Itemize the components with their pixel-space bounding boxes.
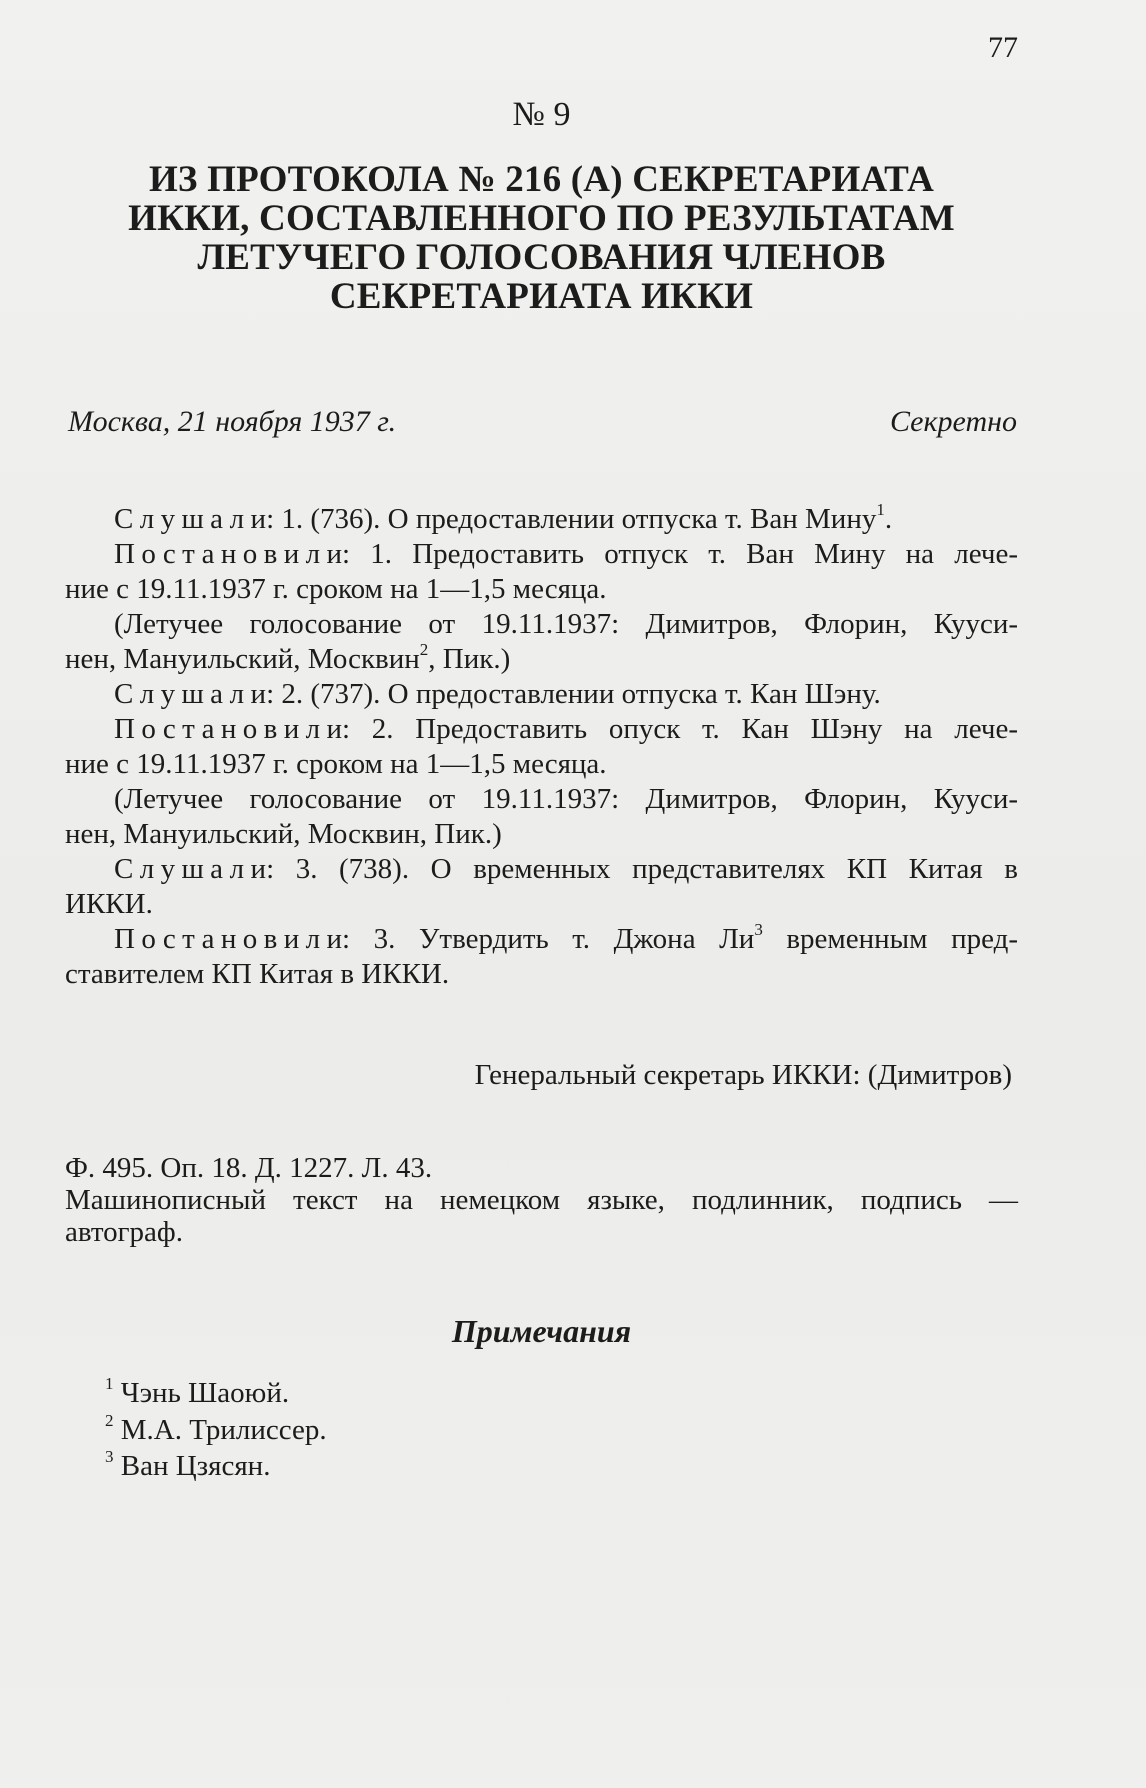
classification-mark: Секретно — [889, 405, 1017, 438]
line-text: : 1. Предоставить отпуск т. Ван Мину на лече- — [341, 538, 1018, 570]
text-line: ИККИ. — [65, 888, 153, 920]
footnote-ref: 2 — [419, 640, 429, 660]
note-number: 1 — [105, 1374, 114, 1394]
note-item — [105, 1375, 327, 1412]
note-text: М.А. Трилиссер. — [113, 1413, 327, 1446]
line-text: нен, Мануильский, Москвин — [65, 643, 420, 675]
note-text: Ван Цзясян. — [113, 1450, 271, 1482]
text-line: нен, Мануильский, Москвин, Пик.) — [65, 818, 502, 850]
page-number: 77 — [988, 31, 1018, 64]
title-line: СЕКРЕТАРИАТА ИККИ — [329, 276, 754, 317]
text-line — [65, 537, 1018, 572]
line-text: : 2. (737). О предоставлении отпуска т. Кан Шэну. — [266, 678, 881, 710]
archive-description-line: Машинописный текст на немецком языке, подлинник, подпись — — [65, 1184, 1018, 1216]
signature-line: Генеральный секретарь ИККИ: (Димитров) — [474, 1059, 1012, 1091]
text-line: (Летучее голосование от 19.11.1937: Димитров, Флорин, Кууси- — [114, 608, 1018, 640]
line-text: : 1. (736). О предоставлении отпуска т. Ван Мину — [266, 503, 877, 535]
text-line: ние с 19.11.1937 г. сроком на 1—1,5 месяца. — [65, 748, 607, 780]
archive-description-line: автограф. — [65, 1216, 183, 1248]
footnote-ref: 1 — [876, 500, 885, 520]
place-date: Москва, 21 ноября 1937 г. — [68, 405, 397, 438]
text-line: ние с 19.11.1937 г. сроком на 1—1,5 месяца. — [65, 573, 607, 605]
text-line: ставителем КП Китая в ИККИ. — [65, 958, 450, 990]
notes-list — [105, 1375, 327, 1485]
document-number: № 9 — [512, 96, 571, 133]
line-text: : 3. Утвердить т. Джона Ли — [341, 923, 755, 955]
title-line: ИККИ, СОСТАВЛЕННОГО ПО РЕЗУЛЬТАТАМ — [128, 198, 955, 239]
label-heard: Слушали — [114, 503, 273, 535]
note-item — [105, 1412, 327, 1449]
text-line — [65, 712, 1018, 747]
protocol-body — [65, 502, 1018, 992]
note-text: Чэнь Шаоюй. — [113, 1377, 290, 1409]
line-text: временным пред- — [762, 923, 1018, 955]
title-line: ИЗ ПРОТОКОЛА № 216 (А) СЕКРЕТАРИАТА — [148, 159, 935, 200]
label-heard: Слушали — [114, 678, 273, 710]
footnote-ref: 3 — [754, 920, 763, 940]
note-number: 3 — [105, 1447, 114, 1467]
text-line: (Летучее голосование от 19.11.1937: Димитров, Флорин, Кууси- — [114, 783, 1018, 815]
label-resolved: Постановили — [114, 538, 349, 570]
note-item — [105, 1448, 327, 1485]
text-line — [65, 922, 1018, 957]
line-text: : 3. (738). О временных представителях КП Китая в — [266, 853, 1018, 885]
notes-heading: Примечания — [451, 1313, 632, 1349]
line-text: . — [884, 503, 893, 535]
line-text: , Пик.) — [428, 643, 511, 675]
title-line: ЛЕТУЧЕГО ГОЛОСОВАНИЯ ЧЛЕНОВ — [197, 237, 886, 278]
text-line — [65, 642, 1018, 677]
document-title — [65, 160, 1018, 316]
line-text: : 2. Предоставить опуск т. Кан Шэну на лече- — [341, 713, 1018, 745]
label-heard: Слушали — [114, 853, 273, 885]
note-number: 2 — [105, 1410, 114, 1430]
archive-reference-block — [65, 1152, 1018, 1248]
text-line — [65, 677, 1018, 712]
text-line — [65, 852, 1018, 887]
label-resolved: Постановили — [114, 713, 349, 745]
text-line — [65, 502, 1018, 537]
label-resolved: Постановили — [114, 923, 349, 955]
archive-reference: Ф. 495. Оп. 18. Д. 1227. Л. 43. — [65, 1152, 433, 1184]
